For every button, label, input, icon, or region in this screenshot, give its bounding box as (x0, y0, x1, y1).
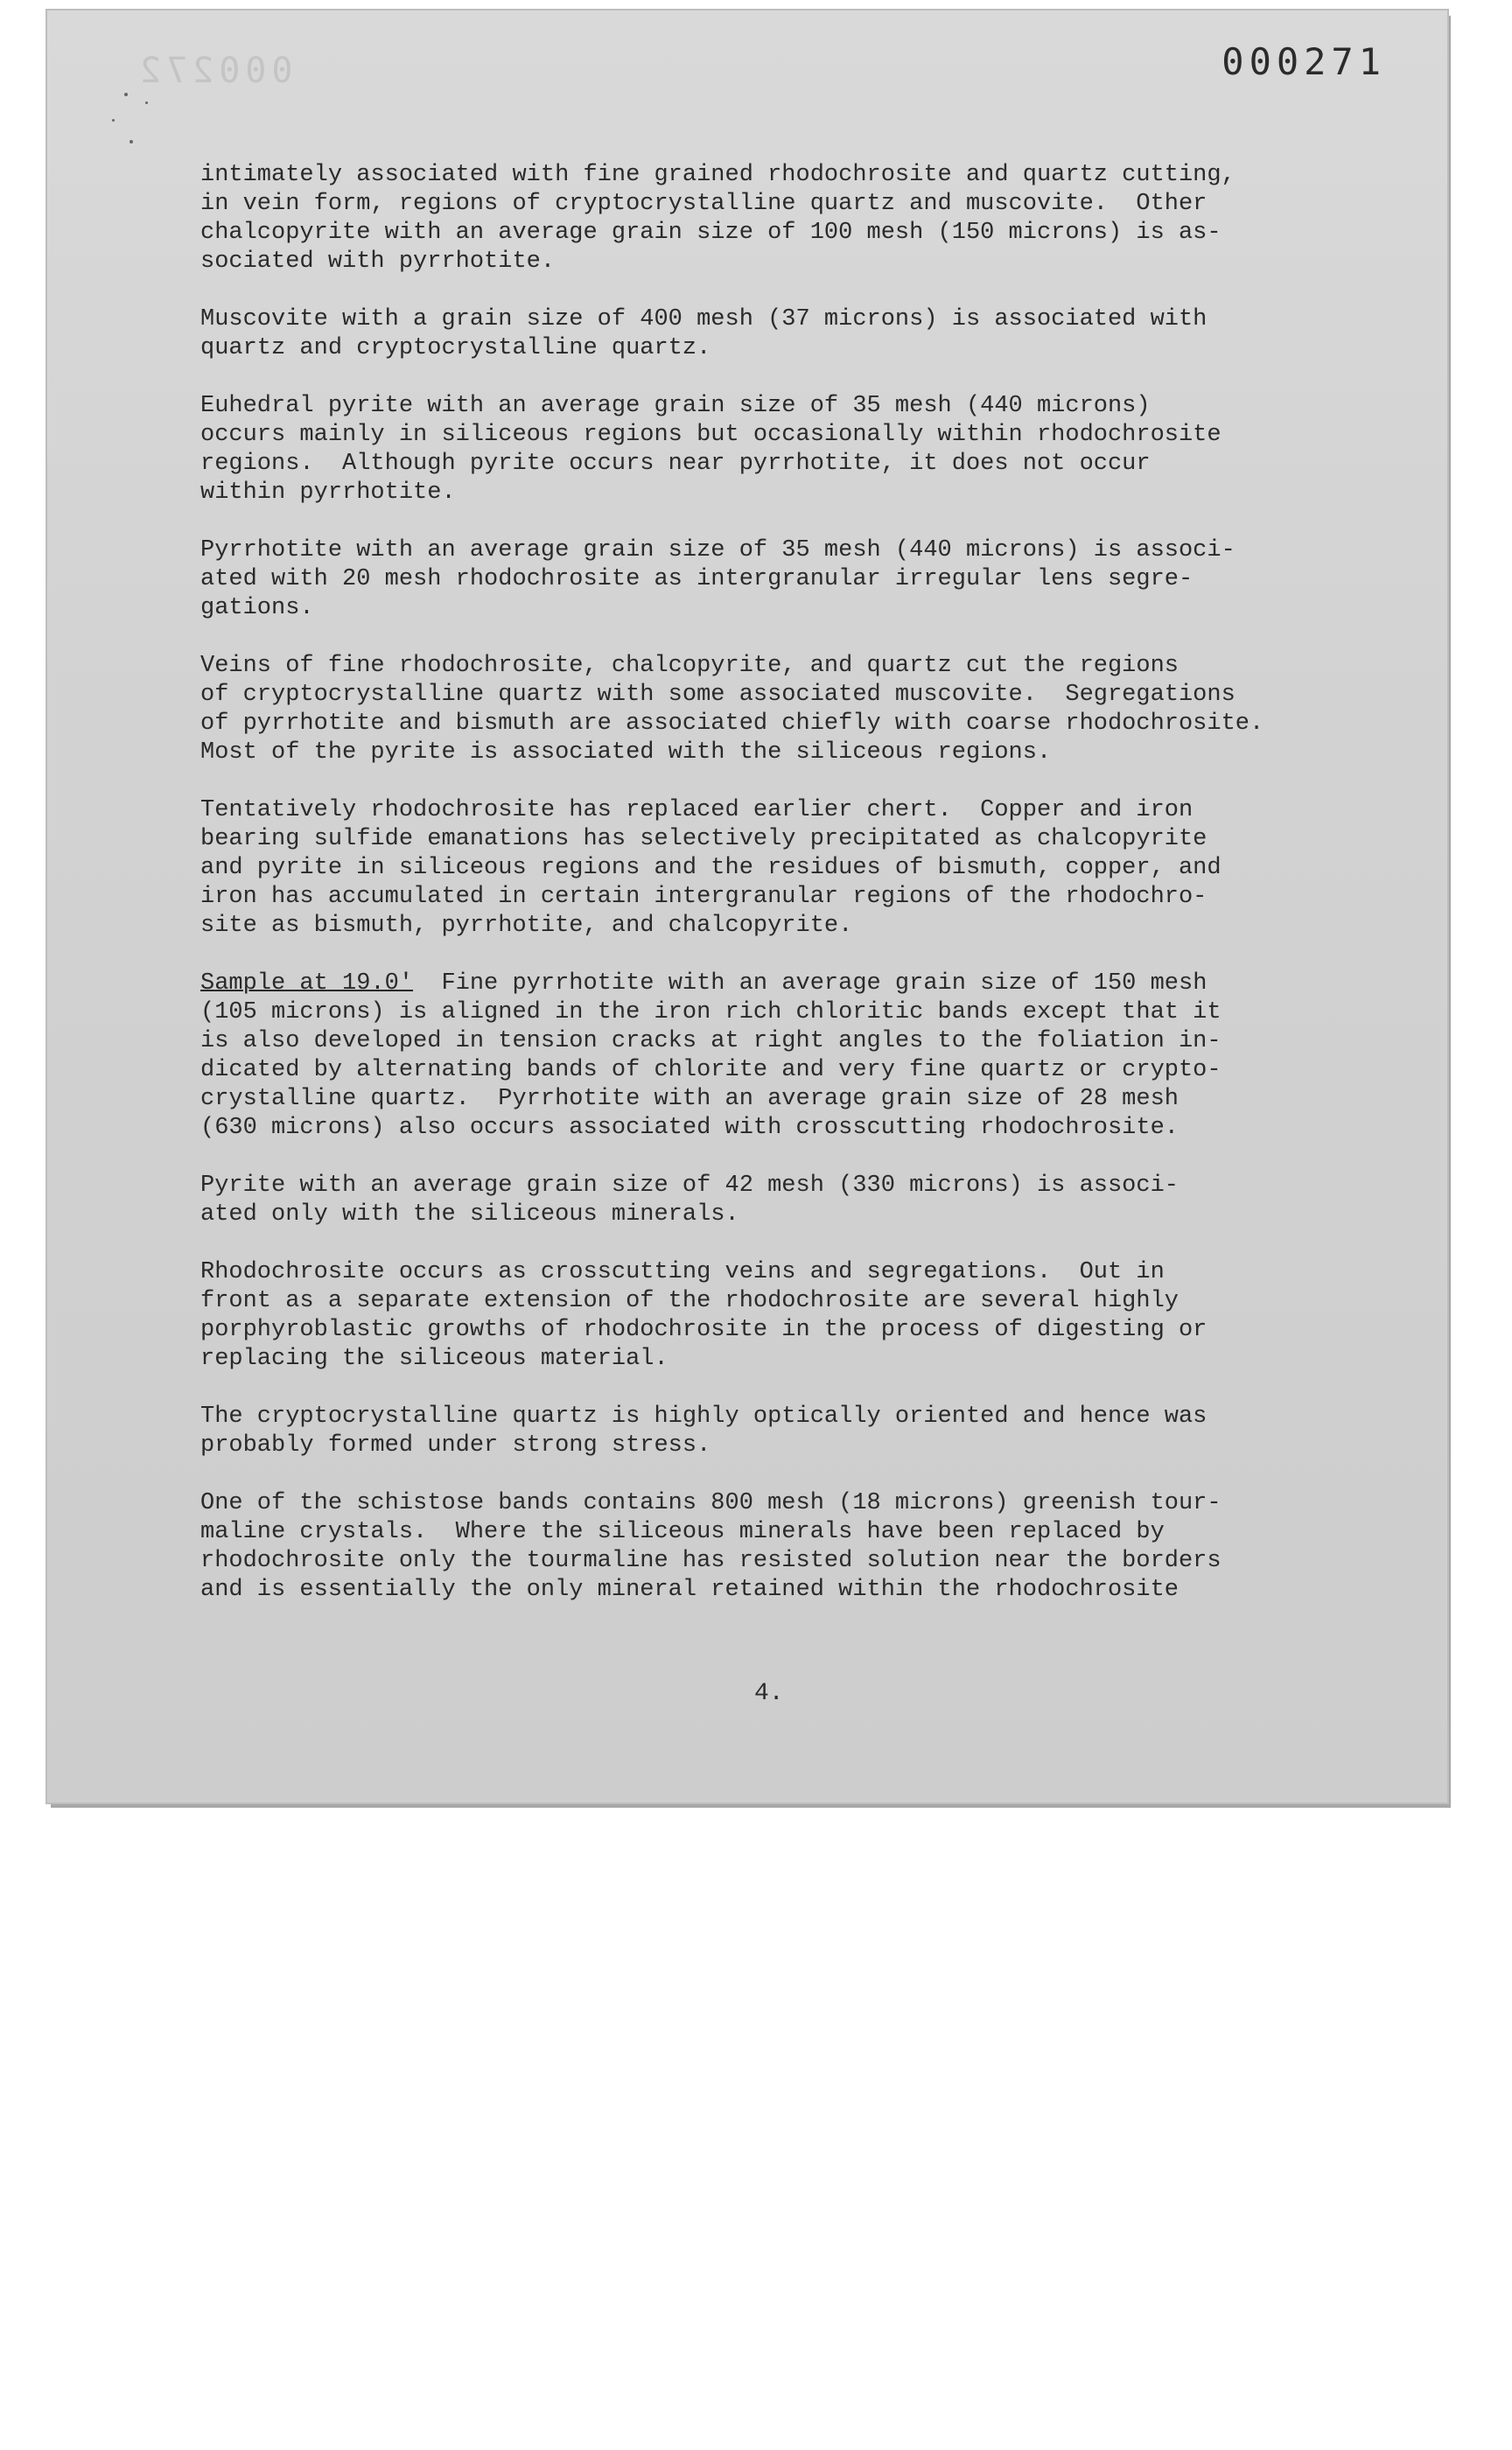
paragraph-text: One of the schistose bands contains 800 mesh (18 microns) greenish tour- maline crystals. Where the siliceous minerals have been replaced by rhodochrosite only the tourmaline has resisted solution near the borders and is essentially the only mineral retained within the rhodochrosite (200, 1490, 1222, 1603)
paragraph-2 (200, 305, 1390, 363)
paragraph-text: Euhedral pyrite with an average grain size of 35 mesh (440 microns) occurs mainly in siliceous regions but occasionally within rhodochrosite regions. Although pyrite occurs near pyrrhotite, it does not occur within pyrrhotite. (200, 393, 1222, 506)
scan-speck (145, 102, 148, 104)
paragraph-7 (200, 970, 1390, 1143)
paragraph-11 (200, 1489, 1390, 1605)
paragraph-text: Rhodochrosite occurs as crosscutting veins and segregations. Out in front as a separate extension of the rhodochrosite are several highly porphyroblastic growths of rhodochrosite in the process of digesting or replacing the siliceous material. (200, 1259, 1208, 1372)
paragraph-text: Tentatively rhodochrosite has replaced earlier chert. Copper and iron bearing sulfide emanations has selectively precipitated as chalcopyrite and pyrite in siliceous regions and the residues of bismuth, copper, and iron has accumulated in certain intergranular regions of the rhodochro- site as bismuth, pyrrhotite, and chalcopyrite. (200, 797, 1222, 939)
body-text (200, 161, 1390, 1634)
paragraph-text: intimately associated with fine grained rhodochrosite and quartz cutting, in vein form, regions of cryptocrystalline quartz and muscovite. Other chalcopyrite with an average grain size of 100 mesh (150 microns) is as- sociated with pyrrhotite. (200, 162, 1236, 275)
page-number: 4. (754, 1680, 784, 1707)
paragraph-10 (200, 1403, 1390, 1460)
paragraph-text: Fine pyrrhotite with an average grain size of 150 mesh (105 microns) is aligned in the iron rich chloritic bands except that it is also developed in tension cracks at right angles to the foliation in- dicated by alternating bands of chlorite and very fine quartz or crypto- crystalline quartz. Pyrrhotite with an average grain size of 28 mesh (630 microns) also occurs associated with crosscutting rhodochrosite. (200, 970, 1222, 1141)
scan-speck (112, 119, 115, 122)
paragraph-text: Pyrrhotite with an average grain size of 35 mesh (440 microns) is associ- ated with 20 mesh rhodochrosite as intergranular irregular lens segre- gations. (200, 537, 1236, 621)
paragraph-5 (200, 652, 1390, 767)
paragraph-1 (200, 161, 1390, 276)
paragraph-text: Pyrite with an average grain size of 42 mesh (330 microns) is associ- ated only with the siliceous minerals. (200, 1172, 1179, 1228)
paragraph-9 (200, 1258, 1390, 1374)
paragraph-text: Muscovite with a grain size of 400 mesh (37 microns) is associated with quartz and cryptocrystalline quartz. (200, 306, 1208, 361)
paragraph-text: The cryptocrystalline quartz is highly optically oriented and hence was probably formed under strong stress. (200, 1404, 1208, 1459)
paragraph-text: Veins of fine rhodochrosite, chalcopyrite, and quartz cut the regions of cryptocrystalline quartz with some associated muscovite. Segregations of pyrrhotite and bismuth are associated chiefly with coarse rhodochrosite. Most of the pyrite is associated with the siliceous regions. (200, 653, 1264, 766)
scan-speck (124, 93, 128, 96)
document-number: 000271 (1222, 40, 1386, 83)
bleed-through-number: 000272 (135, 51, 293, 91)
scan-speck (130, 140, 133, 144)
paragraph-4 (200, 536, 1390, 623)
paragraph-8 (200, 1172, 1390, 1229)
paragraph-3 (200, 392, 1390, 508)
sample-heading: Sample at 19.0' (200, 970, 414, 997)
scanned-page (47, 10, 1447, 1802)
paragraph-6 (200, 796, 1390, 941)
